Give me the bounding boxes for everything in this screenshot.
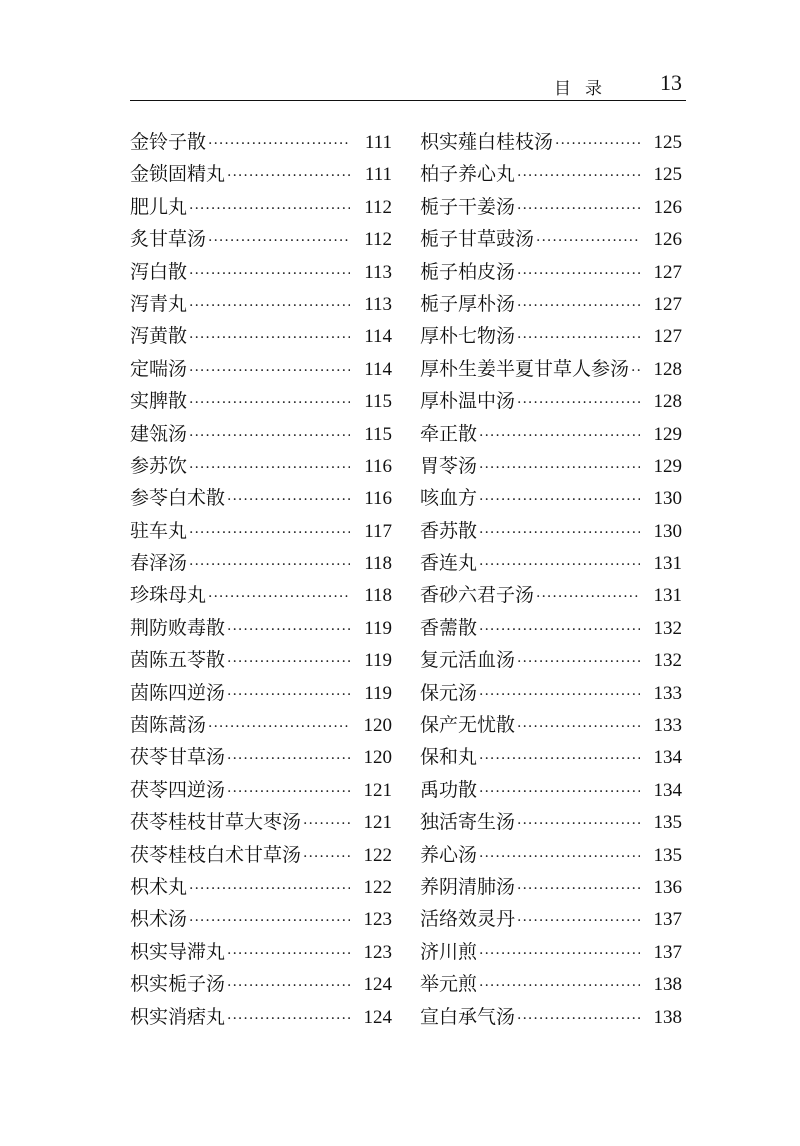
toc-entry-page: 131: [653, 553, 682, 575]
toc-entry-title: 枳实栀子汤: [130, 973, 226, 996]
toc-entry[interactable]: [130, 158, 392, 190]
dot-leader: [479, 484, 640, 516]
dot-leader: [227, 646, 350, 678]
dot-leader: [517, 905, 640, 937]
toc-entry-title: 举元煎: [420, 973, 478, 996]
dot-leader: [479, 776, 640, 808]
toc-entry-page: 130: [653, 520, 682, 542]
toc-entry[interactable]: [420, 936, 682, 968]
toc-entry-page: 122: [363, 876, 392, 898]
dot-leader: [227, 614, 350, 646]
toc-entry[interactable]: [130, 385, 392, 417]
dot-leader: [227, 484, 350, 516]
toc-entry[interactable]: [420, 288, 682, 320]
toc-entry-title: 春泽汤: [130, 552, 188, 575]
toc-entry[interactable]: [130, 644, 392, 676]
toc-entry[interactable]: [130, 418, 392, 450]
toc-entry-title: 泻青丸: [130, 292, 188, 315]
dot-leader: [517, 646, 640, 678]
toc-entry-title: 厚朴七物汤: [420, 325, 516, 348]
header-title: 目录: [554, 79, 616, 99]
toc-entry-title: 厚朴温中汤: [420, 390, 516, 413]
toc-entry-title: 厚朴生姜半夏甘草人参汤: [420, 357, 630, 380]
toc-entry-title: 泻白散: [130, 260, 188, 283]
toc-entry-page: 125: [653, 132, 682, 153]
dot-leader: [189, 290, 350, 322]
dot-leader: [189, 420, 350, 452]
toc-entry-page: 132: [653, 650, 682, 672]
toc-entry-title: 茯苓甘草汤: [130, 746, 226, 769]
toc-entry-page: 127: [653, 326, 682, 348]
dot-leader: [536, 225, 640, 257]
toc-entry[interactable]: [130, 450, 392, 482]
dot-leader: [517, 808, 640, 840]
toc-entry-page: 119: [364, 650, 392, 672]
dot-leader: [479, 614, 640, 646]
toc-entry-page: 113: [364, 261, 392, 283]
toc-entry[interactable]: [130, 320, 392, 352]
dot-leader: [189, 322, 350, 354]
toc-entry[interactable]: [130, 709, 392, 741]
dot-leader: [189, 387, 350, 419]
toc-entry-title: 香薷散: [420, 616, 478, 639]
toc-entry-page: 137: [653, 941, 682, 963]
toc-entry-page: 136: [653, 876, 682, 898]
toc-entry[interactable]: [130, 839, 392, 871]
toc-entry-title: 保和丸: [420, 746, 478, 769]
toc-entry[interactable]: [420, 515, 682, 547]
toc-entry-page: 131: [653, 585, 682, 607]
toc-entry-page: 114: [364, 358, 392, 380]
dot-leader: [189, 258, 350, 290]
toc-entry-page: 135: [653, 812, 682, 834]
toc-entry-title: 禹功散: [420, 778, 478, 801]
dot-leader: [208, 581, 350, 613]
toc-entry[interactable]: [420, 320, 682, 352]
toc-entry-page: 112: [364, 229, 392, 251]
dot-leader: [479, 452, 640, 484]
toc-entry-title: 荆防败毒散: [130, 616, 226, 639]
toc-entry[interactable]: [420, 385, 682, 417]
toc-entry-page: 124: [363, 1006, 392, 1028]
toc-entry[interactable]: [130, 547, 392, 579]
toc-entry-page: 113: [364, 293, 392, 315]
toc-entry[interactable]: [420, 774, 682, 806]
dot-leader: [479, 938, 640, 970]
dot-leader: [208, 711, 350, 743]
toc-entry[interactable]: [420, 126, 682, 158]
toc-entry[interactable]: [420, 450, 682, 482]
toc-entry[interactable]: [130, 482, 392, 514]
toc-right-column: [420, 126, 682, 1033]
toc-entry-page: 118: [364, 585, 392, 607]
toc-entry[interactable]: [130, 968, 392, 1000]
dot-leader: [517, 258, 640, 290]
toc-entry-page: 133: [653, 715, 682, 737]
toc-entry-title: 炙甘草汤: [130, 228, 207, 251]
toc-entry[interactable]: [130, 288, 392, 320]
toc-entry-page: 115: [364, 423, 392, 445]
toc-entry-page: 116: [364, 488, 392, 510]
toc-entry-page: 126: [653, 196, 682, 218]
toc-entry-title: 茯苓桂枝甘草大枣汤: [130, 811, 302, 834]
toc-entry-title: 泻黄散: [130, 325, 188, 348]
toc-entry-title: 栀子甘草豉汤: [420, 228, 535, 251]
toc-entry-page: 112: [364, 196, 392, 218]
toc-entry-page: 132: [653, 617, 682, 639]
toc-entry-title: 独活寄生汤: [420, 811, 516, 834]
dot-leader: [479, 679, 640, 711]
dot-leader: [631, 355, 640, 387]
toc-entry-page: 138: [653, 974, 682, 996]
toc-entry-page: 111: [364, 164, 392, 186]
toc-entry-title: 香砂六君子汤: [420, 584, 535, 607]
dot-leader: [517, 193, 640, 225]
toc-entry[interactable]: [420, 418, 682, 450]
toc-entry-title: 茵陈五苓散: [130, 649, 226, 672]
dot-leader: [303, 808, 350, 840]
toc-entry-title: 复元活血汤: [420, 649, 516, 672]
toc-entry-page: 121: [363, 779, 392, 801]
toc-entry-title: 养心汤: [420, 843, 478, 866]
dot-leader: [227, 1003, 350, 1035]
toc-entry-title: 建瓴汤: [130, 422, 188, 445]
toc-entry[interactable]: [420, 806, 682, 838]
dot-leader: [479, 517, 640, 549]
dot-leader: [189, 355, 350, 387]
toc-entry[interactable]: [420, 709, 682, 741]
dot-leader: [189, 549, 350, 581]
toc-entry[interactable]: [420, 547, 682, 579]
dot-leader: [227, 679, 350, 711]
toc-entry-title: 养阴清肺汤: [420, 875, 516, 898]
dot-leader: [479, 841, 640, 873]
toc-entry-page: 123: [363, 909, 392, 931]
toc-entry-title: 栀子厚朴汤: [420, 292, 516, 315]
toc-entry-title: 枳实消痞丸: [130, 1005, 226, 1028]
dot-leader: [555, 128, 640, 160]
toc-entry-page: 125: [653, 164, 682, 186]
toc-entry[interactable]: [130, 223, 392, 255]
toc-entry-title: 枳术丸: [130, 875, 188, 898]
toc-entry-page: 121: [363, 812, 392, 834]
toc-entry-title: 肥儿丸: [130, 195, 188, 218]
toc-entry-title: 茯苓桂枝白术甘草汤: [130, 843, 302, 866]
dot-leader: [208, 225, 350, 257]
toc-entry-page: 126: [653, 229, 682, 251]
toc-entry[interactable]: [130, 353, 392, 385]
toc-entry-title: 茵陈四逆汤: [130, 681, 226, 704]
toc-entry-page: 137: [653, 909, 682, 931]
toc-entry-page: 116: [364, 455, 392, 477]
toc-entry-page: 122: [363, 844, 392, 866]
toc-entry-title: 驻车丸: [130, 519, 188, 542]
dot-leader: [479, 420, 640, 452]
toc-entry-title: 咳血方: [420, 487, 478, 510]
toc-entry-title: 枳实导滞丸: [130, 940, 226, 963]
toc-entry[interactable]: [420, 903, 682, 935]
dot-leader: [517, 322, 640, 354]
dot-leader: [227, 160, 350, 192]
toc-entry-page: 134: [653, 779, 682, 801]
toc-entry-page: 117: [364, 520, 392, 542]
dot-leader: [227, 938, 350, 970]
toc-entry-page: 128: [653, 358, 682, 380]
toc-entry-title: 枳术汤: [130, 908, 188, 931]
dot-leader: [189, 452, 350, 484]
dot-leader: [227, 743, 350, 775]
toc-entry-title: 参苏饮: [130, 454, 188, 477]
toc-entry-title: 香苏散: [420, 519, 478, 542]
toc-entry[interactable]: [130, 871, 392, 903]
toc-entry[interactable]: [420, 871, 682, 903]
dot-leader: [517, 873, 640, 905]
toc-entry-page: 129: [653, 455, 682, 477]
toc-entry[interactable]: [130, 256, 392, 288]
toc-entry-page: 124: [363, 974, 392, 996]
page-number: 13: [660, 70, 682, 95]
toc-entry-title: 金锁固精丸: [130, 163, 226, 186]
toc-entry[interactable]: [420, 191, 682, 223]
dot-leader: [479, 743, 640, 775]
dot-leader: [189, 193, 350, 225]
toc-entry[interactable]: [420, 677, 682, 709]
toc-entry-title: 牵正散: [420, 422, 478, 445]
toc-entry-title: 活络效灵丹: [420, 908, 516, 931]
dot-leader: [517, 290, 640, 322]
toc-entry-title: 宣白承气汤: [420, 1005, 516, 1028]
toc-entry-page: 120: [363, 747, 392, 769]
dot-leader: [517, 160, 640, 192]
toc-entry[interactable]: [130, 936, 392, 968]
toc-entry-page: 118: [364, 553, 392, 575]
toc-entry-title: 济川煎: [420, 940, 478, 963]
toc-entry[interactable]: [130, 741, 392, 773]
toc-entry-page: 119: [364, 617, 392, 639]
toc-entry-page: 127: [653, 293, 682, 315]
dot-leader: [189, 873, 350, 905]
toc-entry-page: 119: [364, 682, 392, 704]
toc-entry-title: 茵陈蒿汤: [130, 714, 207, 737]
running-header: [130, 70, 686, 101]
toc-entry[interactable]: [130, 579, 392, 611]
dot-leader: [517, 711, 640, 743]
toc-entry[interactable]: [420, 1001, 682, 1033]
toc-entry-title: 参苓白术散: [130, 487, 226, 510]
toc-entry[interactable]: [420, 968, 682, 1000]
toc-entry[interactable]: [130, 612, 392, 644]
dot-leader: [189, 517, 350, 549]
toc-entry-title: 保产无忧散: [420, 714, 516, 737]
toc-entry-page: 130: [653, 488, 682, 510]
dot-leader: [227, 776, 350, 808]
toc-entry[interactable]: [130, 806, 392, 838]
toc-entry-title: 枳实薤白桂枝汤: [420, 131, 554, 153]
toc-entry-title: 栀子干姜汤: [420, 195, 516, 218]
toc-entry-page: 114: [364, 326, 392, 348]
toc-entry[interactable]: [420, 223, 682, 255]
toc-entry[interactable]: [420, 839, 682, 871]
dot-leader: [208, 128, 350, 160]
toc-entry-page: 135: [653, 844, 682, 866]
toc-entry[interactable]: [130, 126, 392, 158]
toc-entry-title: 珍珠母丸: [130, 584, 207, 607]
toc-entry-title: 茯苓四逆汤: [130, 778, 226, 801]
toc-entry-page: 128: [653, 391, 682, 413]
toc-entry[interactable]: [130, 677, 392, 709]
toc-entry-title: 柏子养心丸: [420, 163, 516, 186]
toc-entry-title: 胃苓汤: [420, 454, 478, 477]
toc-entry[interactable]: [130, 1001, 392, 1033]
toc-entry-title: 实脾散: [130, 390, 188, 413]
toc-entry-page: 129: [653, 423, 682, 445]
toc-entry-page: 120: [363, 715, 392, 737]
toc-entry[interactable]: [420, 644, 682, 676]
dot-leader: [536, 581, 640, 613]
toc-entry[interactable]: [420, 741, 682, 773]
toc-left-column: [130, 126, 392, 1033]
toc-entry[interactable]: [420, 579, 682, 611]
toc-entry[interactable]: [130, 774, 392, 806]
dot-leader: [479, 970, 640, 1002]
toc-entry-title: 定喘汤: [130, 357, 188, 380]
toc-entry[interactable]: [420, 353, 682, 385]
toc-entry-page: 127: [653, 261, 682, 283]
dot-leader: [303, 841, 350, 873]
toc-entry-title: 香连丸: [420, 552, 478, 575]
dot-leader: [479, 549, 640, 581]
dot-leader: [517, 1003, 640, 1035]
toc-entry[interactable]: [130, 903, 392, 935]
toc-entry-page: 138: [653, 1006, 682, 1028]
toc-entry[interactable]: [420, 482, 682, 514]
toc-entry-title: 保元汤: [420, 681, 478, 704]
dot-leader: [189, 905, 350, 937]
toc-entry[interactable]: [420, 256, 682, 288]
toc-entry[interactable]: [420, 612, 682, 644]
toc-entry-title: 金铃子散: [130, 131, 207, 153]
dot-leader: [227, 970, 350, 1002]
toc-entry-page: 134: [653, 747, 682, 769]
toc-entry-page: 123: [363, 941, 392, 963]
toc-entry-title: 栀子柏皮汤: [420, 260, 516, 283]
toc-entry-page: 115: [364, 391, 392, 413]
toc-entry[interactable]: [130, 191, 392, 223]
toc-entry-page: 133: [653, 682, 682, 704]
dot-leader: [517, 387, 640, 419]
toc-entry[interactable]: [130, 515, 392, 547]
toc-entry-page: 111: [364, 132, 392, 153]
toc-entry[interactable]: [420, 158, 682, 190]
